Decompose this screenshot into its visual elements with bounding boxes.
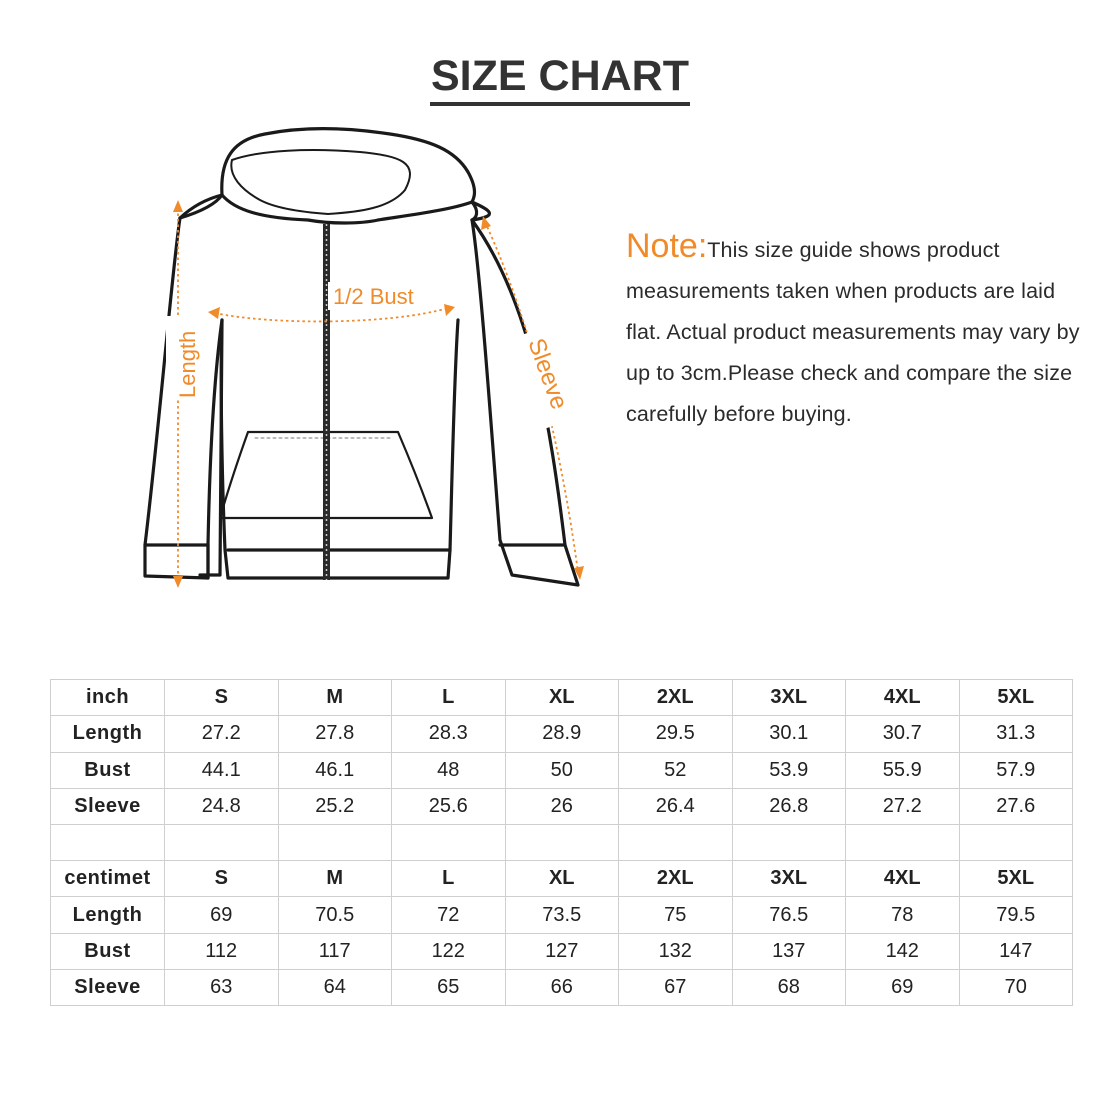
table-cell: 28.3 xyxy=(392,716,506,752)
size-header: L xyxy=(392,861,506,897)
row-label: Length xyxy=(51,897,165,933)
table-cell: 76.5 xyxy=(732,897,846,933)
size-header: 2XL xyxy=(619,680,733,716)
note-block xyxy=(626,226,1096,435)
table-cell: 75 xyxy=(619,897,733,933)
zipper xyxy=(323,224,330,580)
table-cell: 27.2 xyxy=(846,788,960,824)
size-chart-title xyxy=(0,52,1120,106)
table-cell: 29.5 xyxy=(619,716,733,752)
table-row xyxy=(51,788,1073,824)
table-cell: 24.8 xyxy=(165,788,279,824)
table-cell: 72 xyxy=(392,897,506,933)
table-cell: 30.1 xyxy=(732,716,846,752)
table-cell: 79.5 xyxy=(959,897,1073,933)
empty-cell xyxy=(732,825,846,861)
table-cell: 122 xyxy=(392,933,506,969)
page-title: SIZE CHART xyxy=(430,52,690,106)
size-header: S xyxy=(165,680,279,716)
table-cell: 44.1 xyxy=(165,752,279,788)
table-cell: 132 xyxy=(619,933,733,969)
table-cell: 112 xyxy=(165,933,279,969)
size-header: 4XL xyxy=(846,861,960,897)
row-label: Sleeve xyxy=(51,970,165,1006)
bust-label: 1/2 Bust xyxy=(333,284,414,309)
row-label: Bust xyxy=(51,933,165,969)
size-header: XL xyxy=(505,861,619,897)
empty-cell xyxy=(165,825,279,861)
table-cell: 63 xyxy=(165,970,279,1006)
size-header: L xyxy=(392,680,506,716)
table-cell: 25.2 xyxy=(278,788,392,824)
table-cell: 70.5 xyxy=(278,897,392,933)
table-cell: 69 xyxy=(165,897,279,933)
size-table xyxy=(50,679,1073,1006)
table-cell: 70 xyxy=(959,970,1073,1006)
table-cell: 66 xyxy=(505,970,619,1006)
table-cell: 25.6 xyxy=(392,788,506,824)
row-label: Sleeve xyxy=(51,788,165,824)
spacer-row xyxy=(51,825,1073,861)
table-cell: 64 xyxy=(278,970,392,1006)
table-cell: 26.8 xyxy=(732,788,846,824)
bust-arrow xyxy=(215,308,448,321)
table-cell: 27.8 xyxy=(278,716,392,752)
table-row xyxy=(51,716,1073,752)
table-cell: 30.7 xyxy=(846,716,960,752)
table-cell: 65 xyxy=(392,970,506,1006)
table-cell: 26.4 xyxy=(619,788,733,824)
table-row xyxy=(51,752,1073,788)
unit-cell: centimet xyxy=(51,861,165,897)
empty-cell xyxy=(619,825,733,861)
table-header-row xyxy=(51,680,1073,716)
sleeve-label: Sleeve xyxy=(522,334,573,414)
table-cell: 127 xyxy=(505,933,619,969)
table-cell: 26 xyxy=(505,788,619,824)
unit-cell: inch xyxy=(51,680,165,716)
empty-cell xyxy=(392,825,506,861)
table-cell: 69 xyxy=(846,970,960,1006)
table-row xyxy=(51,897,1073,933)
size-header: 4XL xyxy=(846,680,960,716)
size-header: XL xyxy=(505,680,619,716)
table-cell: 117 xyxy=(278,933,392,969)
length-label: Length xyxy=(175,330,200,398)
table-cell: 147 xyxy=(959,933,1073,969)
table-cell: 46.1 xyxy=(278,752,392,788)
table-cell: 78 xyxy=(846,897,960,933)
note-text: This size guide shows product measurements taken when products are laid flat. Actual product measurements may vary by up to 3cm.Please check and compare the size carefully before buying. xyxy=(626,238,1080,426)
size-header: 5XL xyxy=(959,680,1073,716)
table-cell: 67 xyxy=(619,970,733,1006)
table-cell: 55.9 xyxy=(846,752,960,788)
table-cell: 31.3 xyxy=(959,716,1073,752)
hood-outline xyxy=(222,129,475,202)
table-cell: 27.6 xyxy=(959,788,1073,824)
table-cell: 27.2 xyxy=(165,716,279,752)
empty-cell xyxy=(278,825,392,861)
table-cell: 57.9 xyxy=(959,752,1073,788)
size-header: 3XL xyxy=(732,680,846,716)
size-header: S xyxy=(165,861,279,897)
table-cell: 48 xyxy=(392,752,506,788)
empty-cell xyxy=(51,825,165,861)
table-cell: 142 xyxy=(846,933,960,969)
note-label: Note: xyxy=(626,227,708,265)
size-header: 2XL xyxy=(619,861,733,897)
row-label: Length xyxy=(51,716,165,752)
empty-cell xyxy=(505,825,619,861)
table-cell: 50 xyxy=(505,752,619,788)
hoodie-diagram xyxy=(60,120,620,610)
table-cell: 73.5 xyxy=(505,897,619,933)
empty-cell xyxy=(846,825,960,861)
size-header: 5XL xyxy=(959,861,1073,897)
empty-cell xyxy=(959,825,1073,861)
table-cell: 137 xyxy=(732,933,846,969)
table-cell: 68 xyxy=(732,970,846,1006)
table-row xyxy=(51,970,1073,1006)
table-header-row xyxy=(51,861,1073,897)
zip-hoodie-icon xyxy=(60,120,620,610)
size-header: M xyxy=(278,861,392,897)
table-cell: 28.9 xyxy=(505,716,619,752)
table-cell: 52 xyxy=(619,752,733,788)
size-header: 3XL xyxy=(732,861,846,897)
table-row xyxy=(51,933,1073,969)
row-label: Bust xyxy=(51,752,165,788)
table-cell: 53.9 xyxy=(732,752,846,788)
size-header: M xyxy=(278,680,392,716)
